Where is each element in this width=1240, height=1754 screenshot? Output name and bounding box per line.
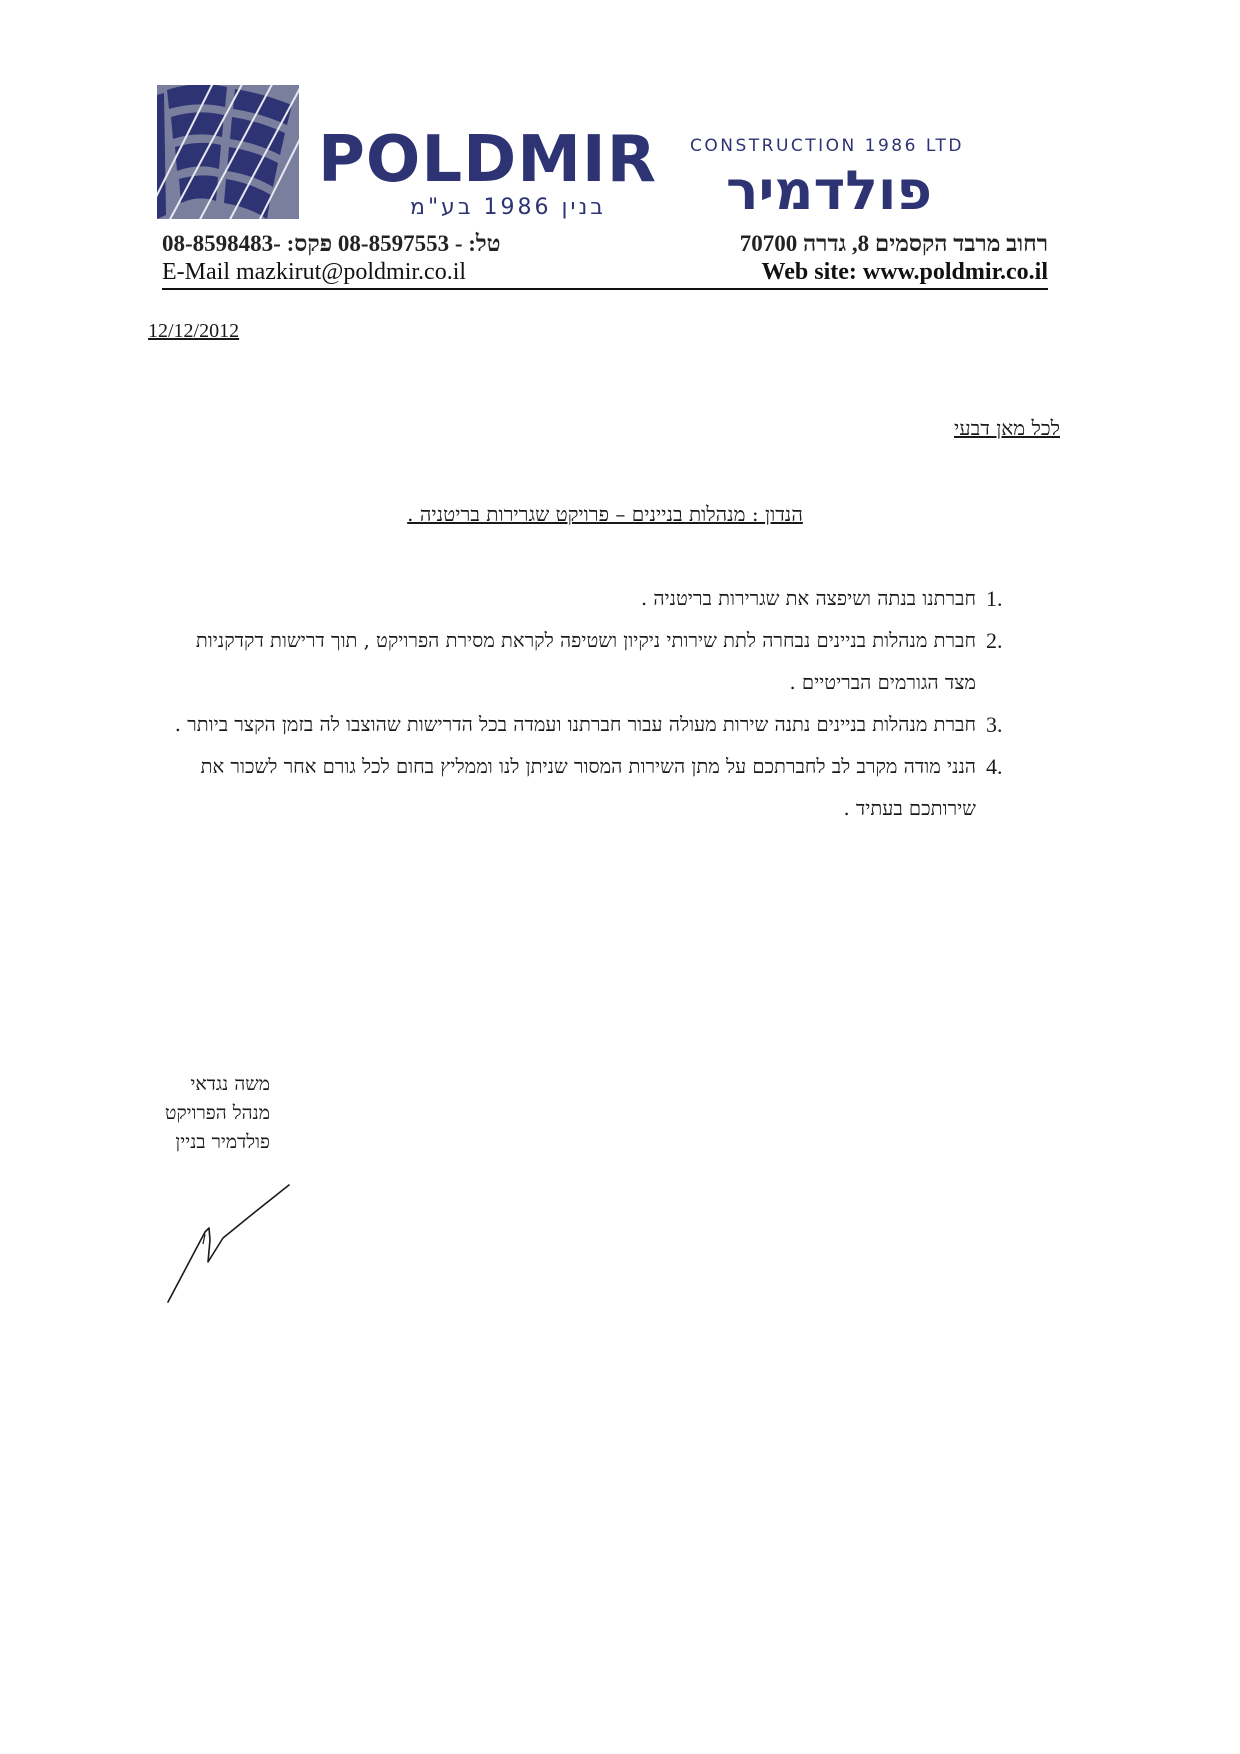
salutation: לכל מאן דבעי: [954, 416, 1060, 440]
item-number: 4.: [986, 754, 1003, 779]
item-number: 1.: [986, 586, 1003, 611]
item-text: חברת מנהלות בניינים נבחרה לתת שירותי ניקיון ושטיפה לקראת מסירת הפרויקט , תוך דרישות דקדקניות מצד הגורמים הבריטיים .: [195, 629, 976, 694]
list-item: [160, 620, 1020, 704]
item-text: חברתנו בנתה ושיפצה את שגרירות בריטניה .: [640, 587, 976, 610]
item-number: 3.: [986, 712, 1003, 737]
signature-block: [140, 1070, 270, 1157]
brand-name-hebrew: פולדמיר: [726, 159, 932, 222]
handwritten-signature: [165, 1180, 295, 1305]
phone-fax: טל: - 08-8597553 פקס: -08-8598483: [162, 231, 501, 256]
signatory-title: מנהל הפרויקט: [164, 1102, 270, 1124]
signatory-company: פולדמיר בניין: [175, 1131, 270, 1153]
email-link[interactable]: E-Mail mazkirut@poldmir.co.il: [162, 259, 467, 285]
list-item: [160, 704, 1020, 746]
letter-items-list: [160, 578, 1020, 830]
letter-subject: הנדון : מנהלות בניינים – פרויקט שגרירות בריטניה .: [407, 502, 803, 526]
letter-date: 12/12/2012: [148, 320, 240, 342]
item-number: 2.: [986, 628, 1003, 653]
signatory-name: משה נגדאי: [190, 1073, 270, 1095]
list-item: [160, 578, 1020, 620]
web-contact-line: [162, 258, 1048, 290]
website-link[interactable]: Web site: www.poldmir.co.il: [761, 259, 1048, 285]
brand-name-english: POLDMIR: [318, 123, 657, 197]
item-text: הנני מודה מקרב לב לחברתכם על מתן השירות המסור שניתן לנו וממליץ בחום לכל גורם אחר לשכור את שירותכם בעתיד .: [200, 755, 976, 820]
address: רחוב מרבד הקסמים 8, גדרה 70700: [739, 231, 1048, 256]
list-item: [160, 746, 1020, 830]
item-text: חברת מנהלות בניינים נתנה שירות מעולה עבור חברתנו ועמדה בכל הדרישות שהוצבו לה בזמן הקצר ביותר .: [174, 713, 976, 736]
brand-tagline: CONSTRUCTION 1986 LTD: [690, 136, 964, 156]
company-logo-graphic: [157, 85, 299, 219]
brand-subtitle-hebrew: בנין 1986 בע"מ: [410, 195, 606, 220]
